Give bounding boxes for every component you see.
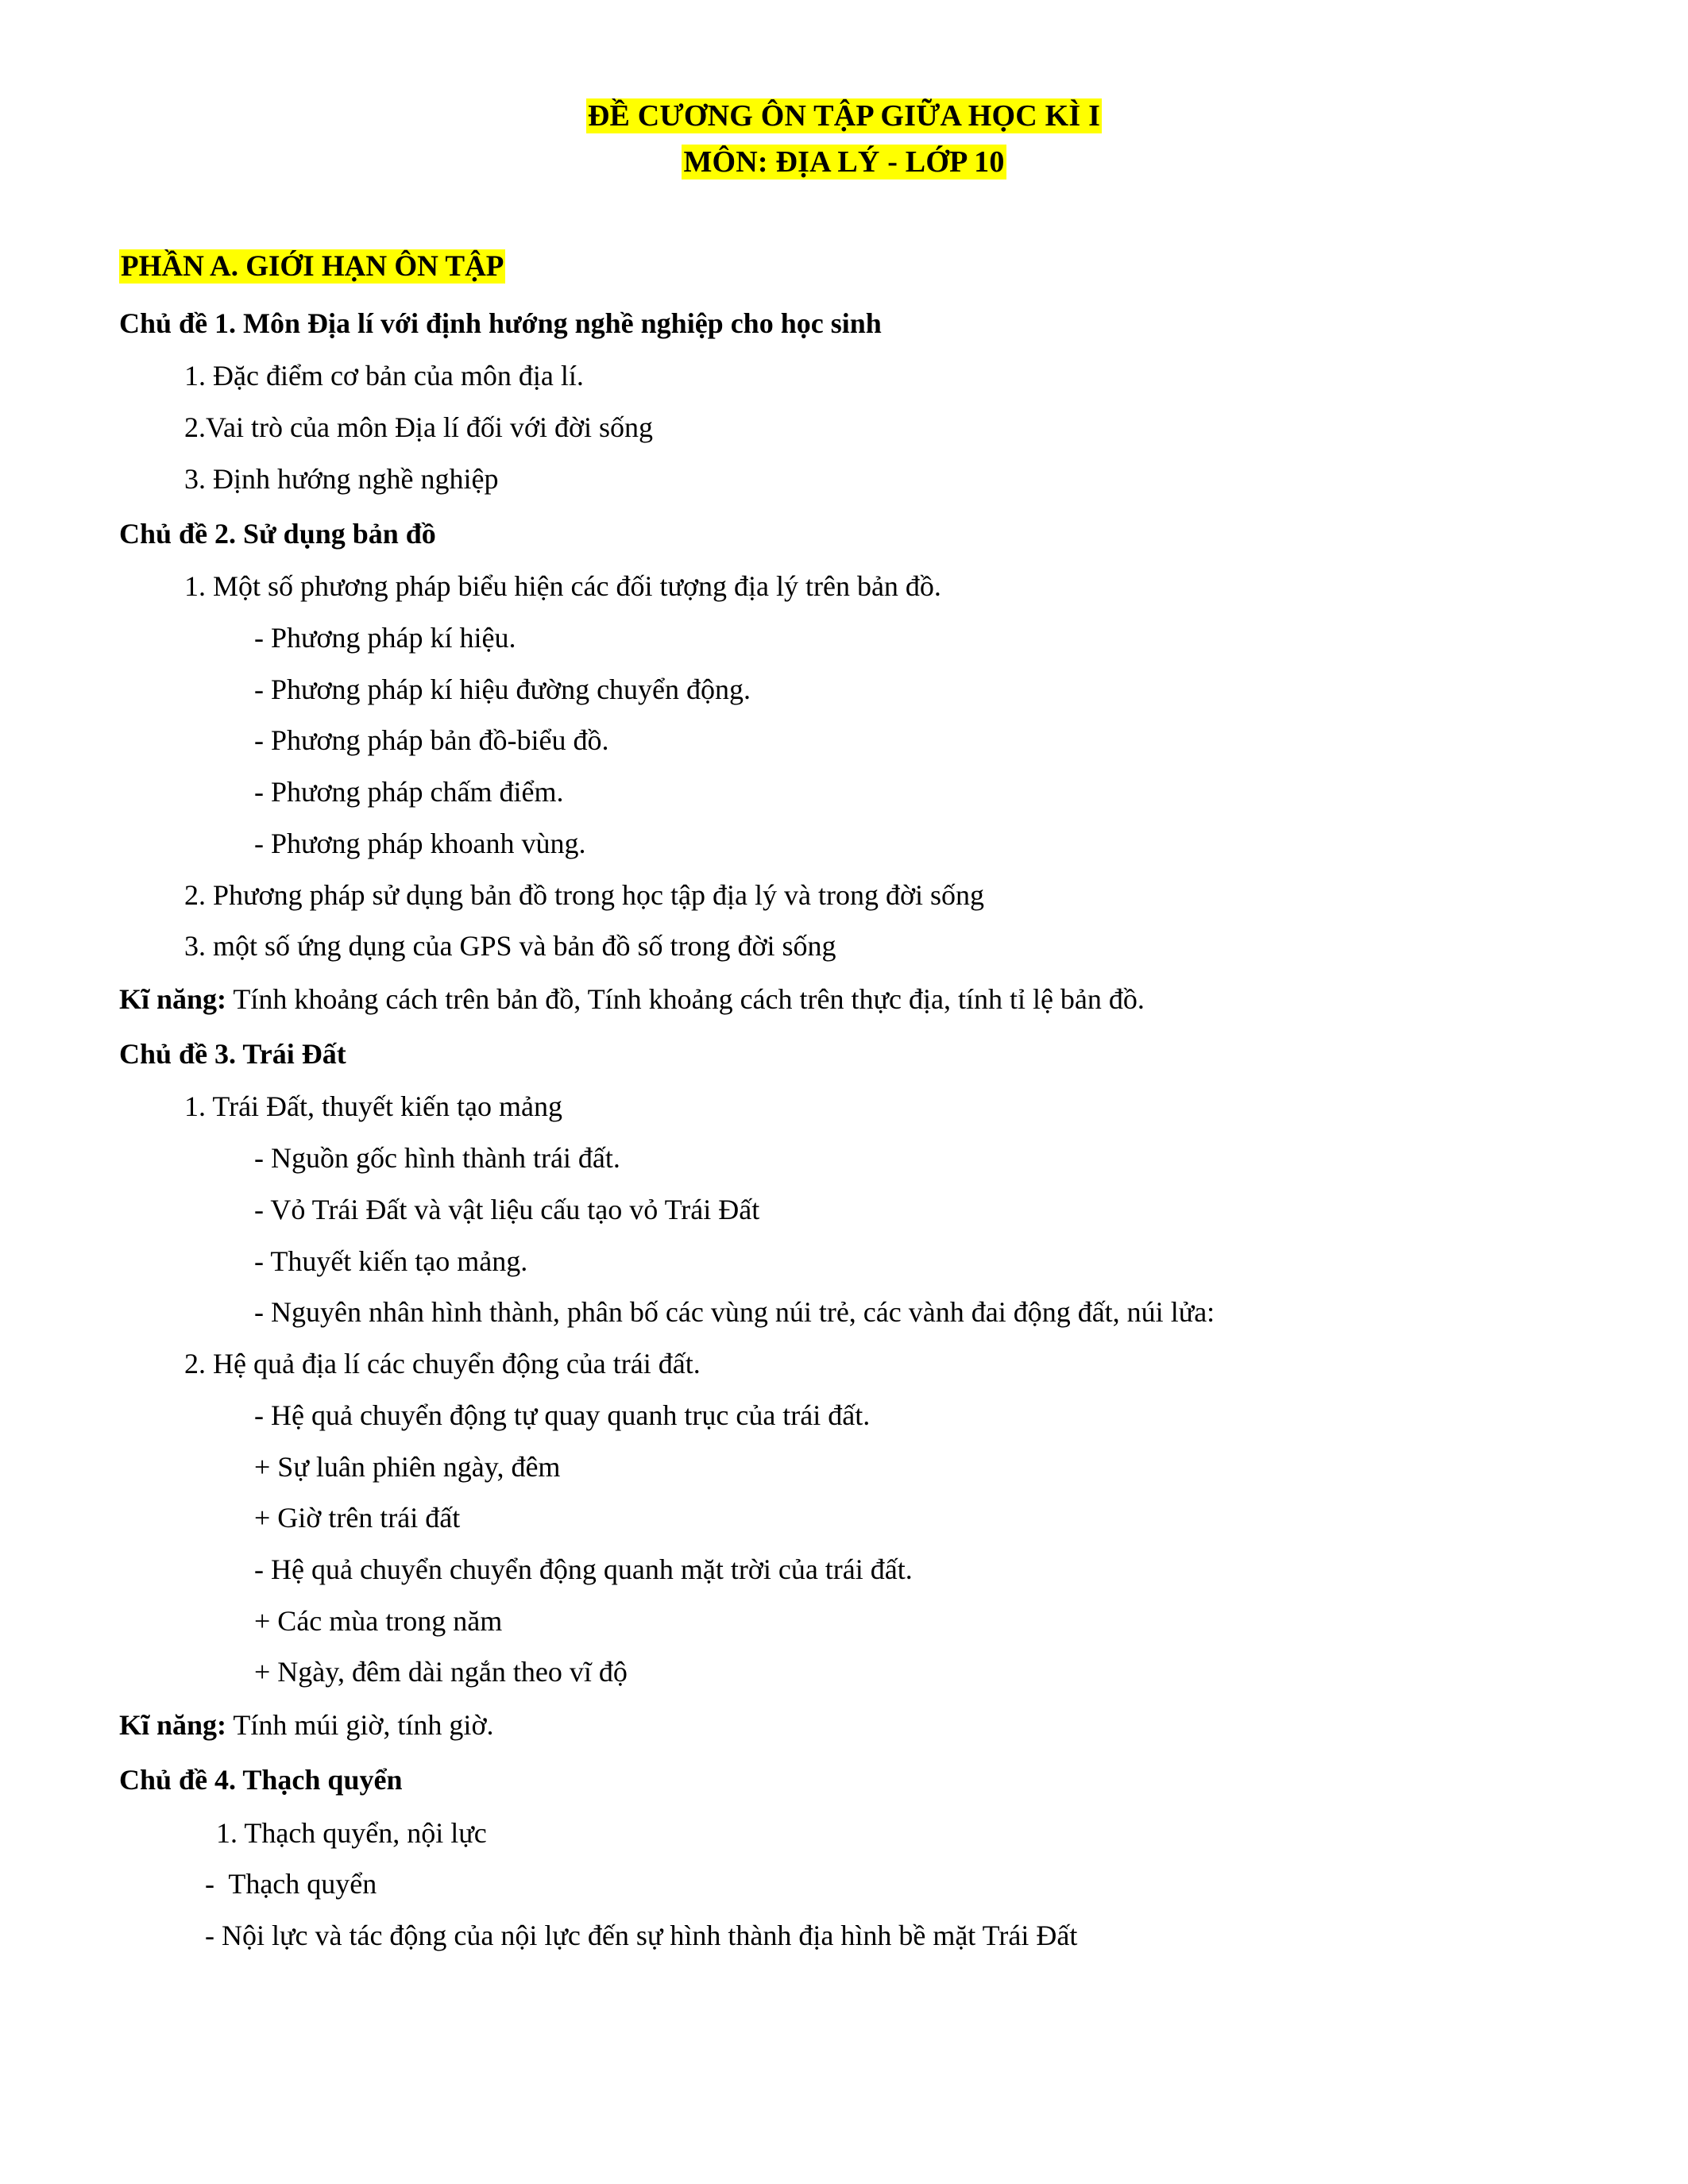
topic-heading: Chủ đề 3. Trái Đất [119, 1037, 346, 1070]
content-line: 1. Trái Đất, thuyết kiến tạo mảng [184, 1090, 562, 1123]
topic-heading: Chủ đề 2. Sử dụng bản đồ [119, 517, 436, 550]
skill-label: Kĩ năng: [119, 1709, 227, 1742]
content-line: - Hệ quả chuyển động tự quay quanh trục của trái đất. [254, 1399, 871, 1431]
skill-text: Tính múi giờ, tính giờ. [226, 1709, 494, 1742]
content-line: - Nguyên nhân hình thành, phân bố các vùng núi trẻ, các vành đai động đất, núi lửa: [254, 1296, 1215, 1329]
content-line: 2. Phương pháp sử dụng bản đồ trong học tập địa lý và trong đời sống [184, 878, 984, 911]
topic-heading: Chủ đề 1. Môn Địa lí với định hướng nghề nghiệp cho học sinh [119, 307, 882, 339]
content-line: 2. Hệ quả địa lí các chuyển động của trái đất. [184, 1348, 701, 1380]
content-line: - Thuyết kiến tạo mảng. [254, 1244, 528, 1277]
content-line: - Phương pháp khoanh vùng. [254, 827, 586, 859]
title-line-1-text: ĐỀ CƯƠNG ÔN TẬP GIỮA HỌC KÌ I [587, 99, 1101, 133]
content-line: 2.Vai trò của môn Địa lí đối với đời sống [184, 411, 654, 444]
title-line-1 [119, 95, 1569, 138]
content-line: 1. Một số phương pháp biểu hiện các đối tượng địa lý trên bản đồ. [184, 570, 941, 603]
content-line: - Nguồn gốc hình thành trái đất. [254, 1142, 620, 1175]
topic-heading: Chủ đề 4. Thạch quyển [119, 1763, 403, 1796]
document-title [119, 95, 1569, 184]
content-line: - Thạch quyển [205, 1868, 377, 1900]
title-line-2 [119, 141, 1569, 184]
skill-line [119, 1704, 1569, 1747]
content-line: - Phương pháp chấm điểm. [254, 776, 564, 808]
content-line: + Ngày, đêm dài ngắn theo vĩ độ [254, 1656, 628, 1688]
section-heading-text: PHẦN A. GIỚI HẠN ÔN TẬP [121, 249, 504, 283]
skill-label: Kĩ năng: [119, 983, 227, 1016]
content-line: + Các mùa trong năm [254, 1604, 503, 1637]
content-line: 1. Thạch quyển, nội lực [216, 1816, 487, 1849]
section-heading [119, 246, 1569, 287]
content-line: + Sự luân phiên ngày, đêm [254, 1450, 561, 1483]
skill-line [119, 978, 1569, 1021]
skill-text: Tính khoảng cách trên bản đồ, Tính khoảng cách trên thực địa, tính tỉ lệ bản đồ. [226, 983, 1145, 1016]
content-line: 3. Định hướng nghề nghiệp [184, 462, 499, 495]
document-body [119, 302, 1569, 1958]
content-line: - Phương pháp kí hiệu đường chuyển động. [254, 673, 751, 705]
content-line: - Phương pháp kí hiệu. [254, 622, 516, 654]
content-line: - Hệ quả chuyển chuyển động quanh mặt trời của trái đất. [254, 1553, 913, 1585]
content-line: - Phương pháp bản đồ-biểu đồ. [254, 724, 609, 757]
content-line: 1. Đặc điểm cơ bản của môn địa lí. [184, 360, 584, 392]
content-line: - Nội lực và tác động của nội lực đến sự hình thành địa hình bề mặt Trái Đất [205, 1919, 1078, 1951]
content-line: - Vỏ Trái Đất và vật liệu cấu tạo vỏ Trái Đất [254, 1193, 760, 1225]
content-line: 3. một số ứng dụng của GPS và bản đồ số trong đời sống [184, 930, 836, 963]
content-line: + Giờ trên trái đất [254, 1502, 461, 1534]
title-line-2-text: MÔN: ĐỊA LÝ - LỚP 10 [683, 145, 1005, 179]
